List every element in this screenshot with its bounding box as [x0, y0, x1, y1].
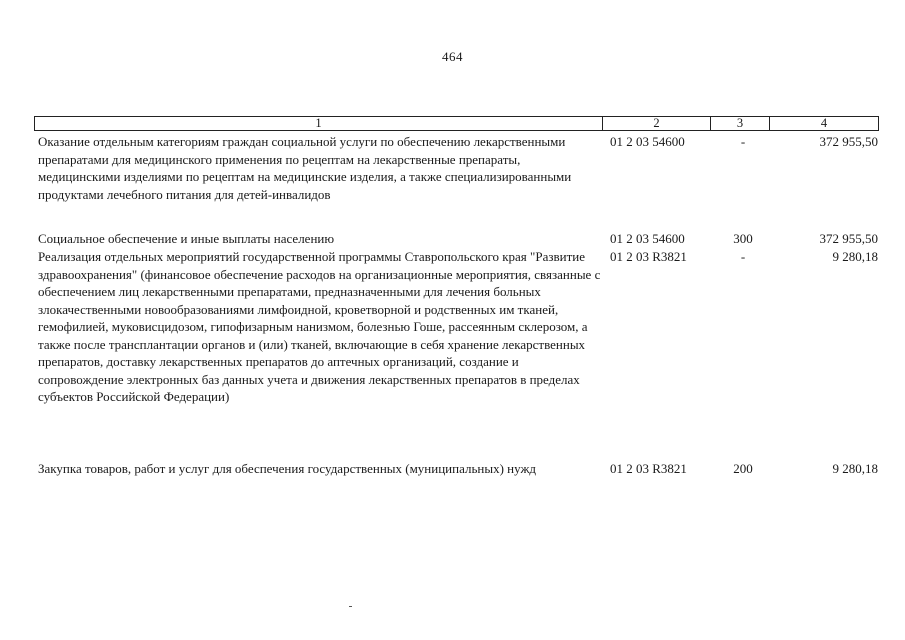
row-amount: 372 955,50	[819, 134, 878, 149]
row-amount: 9 280,18	[832, 461, 878, 476]
row-amount: 9 280,18	[832, 249, 878, 264]
row-code: 01 2 03 R3821	[610, 249, 687, 264]
row-code: 01 2 03 54600	[610, 231, 685, 246]
table-header	[34, 116, 879, 131]
scan-speck	[349, 606, 352, 607]
row-type: 300	[733, 231, 753, 246]
header-col-3: 3	[711, 117, 770, 131]
header-col-4: 4	[770, 117, 879, 131]
row-type: -	[740, 249, 746, 264]
row-code: 01 2 03 54600	[610, 134, 685, 149]
row-type: -	[740, 134, 746, 149]
row-code: 01 2 03 R3821	[610, 461, 687, 476]
row-amount: 372 955,50	[819, 231, 878, 246]
row-type: 200	[733, 461, 753, 476]
row-description: Реализация отдельных мероприятий государственной программы Ставропольского края "Развитие здравоохранения" (финансовое обеспечение расходов на организационные мероприятия, связанные с обеспечением лиц лекарственными препаратами, предназначенными для лечения больных злокачественными новообразованиями лимфоидной, кроветворной и родственных им тканей, гемофилией, муковисцидозом, гипофизарным нанизмом, болезнью Гоше, рассеянным склерозом, а также после трансплантации органов и (или) тканей, включающие в себя хранение лекарственных препаратов, доставку лекарственных препаратов до аптечных организаций, создание и сопровождение электронных баз данных учета и движения лекарственных препаратов в пределах субъектов Российской Федерации)	[38, 249, 601, 404]
header-col-2: 2	[603, 117, 711, 131]
row-description: Социальное обеспечение и иные выплаты населению	[38, 231, 335, 246]
row-description: Закупка товаров, работ и услуг для обеспечения государственных (муниципальных) нужд	[38, 461, 537, 476]
page-number: 464	[442, 49, 463, 64]
header-col-1: 1	[35, 117, 603, 131]
row-description: Оказание отдельным категориям граждан социальной услуги по обеспечению лекарственными препаратами для медицинского применения по рецептам на лекарственные препараты, медицинскими изделиями по рецептам на медицинские изделия, а также специализированными продуктами лечебного питания для детей-инвалидов	[38, 134, 572, 202]
